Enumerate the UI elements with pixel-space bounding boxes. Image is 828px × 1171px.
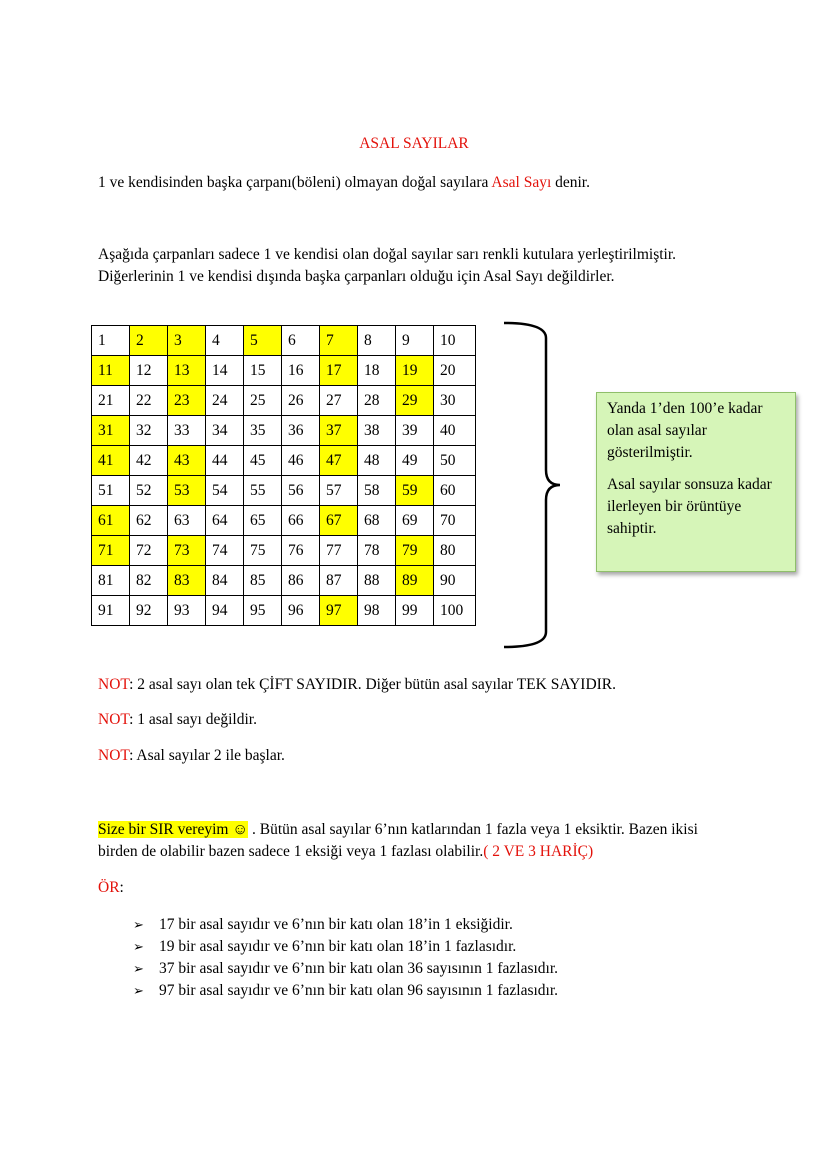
definition-after: denir. <box>551 174 590 191</box>
example-label: ÖR <box>98 879 120 896</box>
grid-cell: 40 <box>434 416 476 446</box>
grid-cell: 41 <box>92 446 130 476</box>
intro-paragraph: Aşağıda çarpanları sadece 1 ve kendisi olan doğal sayılar sarı renkli kutulara yerleştirilmiştir. Diğerlerinin 1 ve kendisi dışında başka çarpanları olduğu için Asal Sayı değildirler. <box>98 246 677 285</box>
grid-cell: 64 <box>206 506 244 536</box>
list-item <box>133 980 733 1002</box>
grid-cell: 92 <box>130 596 168 626</box>
grid-cell: 63 <box>168 506 206 536</box>
grid-cell: 1 <box>92 326 130 356</box>
grid-cell: 98 <box>358 596 396 626</box>
grid-cell: 54 <box>206 476 244 506</box>
grid-cell: 38 <box>358 416 396 446</box>
grid-cell: 25 <box>244 386 282 416</box>
grid-cell: 3 <box>168 326 206 356</box>
grid-cell: 5 <box>244 326 282 356</box>
grid-cell: 77 <box>320 536 358 566</box>
grid-cell: 99 <box>396 596 434 626</box>
grid-cell: 30 <box>434 386 476 416</box>
definition-before: 1 ve kendisinden başka çarpanı(böleni) olmayan doğal sayılara <box>98 174 492 191</box>
grid-cell: 32 <box>130 416 168 446</box>
grid-cell: 68 <box>358 506 396 536</box>
table-row <box>92 446 476 476</box>
grid-cell: 19 <box>396 356 434 386</box>
note-text: : Asal sayılar 2 ile başlar. <box>129 747 285 764</box>
secret-exception: ( 2 VE 3 HARİÇ) <box>483 843 594 860</box>
list-item <box>133 958 733 980</box>
grid-cell: 74 <box>206 536 244 566</box>
grid-cell: 82 <box>130 566 168 596</box>
secret-text: . Bütün asal sayılar 6’nın katlarından 1 fazla veya 1 eksiktir. Bazen ikisi birden de olabilir bazen sadece 1 eksiği veya 1 fazlası olabilir. <box>98 821 698 860</box>
grid-cell: 48 <box>358 446 396 476</box>
grid-cell: 50 <box>434 446 476 476</box>
grid-cell: 20 <box>434 356 476 386</box>
note-label: NOT <box>98 711 130 728</box>
grid-cell: 46 <box>282 446 320 476</box>
table-row <box>92 536 476 566</box>
grid-cell: 44 <box>206 446 244 476</box>
grid-cell: 26 <box>282 386 320 416</box>
note-text: : 2 asal sayı olan tek ÇİFT SAYIDIR. Diğer bütün asal sayılar TEK SAYIDIR. <box>129 676 617 693</box>
arrow-bullet-icon: ➢ <box>133 917 144 932</box>
grid-cell: 65 <box>244 506 282 536</box>
grid-cell: 37 <box>320 416 358 446</box>
grid-cell: 53 <box>168 476 206 506</box>
grid-cell: 27 <box>320 386 358 416</box>
grid-cell: 70 <box>434 506 476 536</box>
table-row <box>92 566 476 596</box>
grid-cell: 43 <box>168 446 206 476</box>
prime-grid <box>91 325 476 626</box>
grid-cell: 51 <box>92 476 130 506</box>
table-row <box>92 476 476 506</box>
grid-cell: 91 <box>92 596 130 626</box>
grid-cell: 23 <box>168 386 206 416</box>
arrow-bullet-icon: ➢ <box>133 983 144 998</box>
grid-cell: 11 <box>92 356 130 386</box>
note-2 <box>98 709 738 731</box>
grid-cell: 61 <box>92 506 130 536</box>
grid-cell: 36 <box>282 416 320 446</box>
grid-cell: 12 <box>130 356 168 386</box>
grid-cell: 66 <box>282 506 320 536</box>
grid-cell: 72 <box>130 536 168 566</box>
grid-cell: 28 <box>358 386 396 416</box>
arrow-bullet-icon: ➢ <box>133 939 144 954</box>
grid-cell: 85 <box>244 566 282 596</box>
grid-cell: 100 <box>434 596 476 626</box>
grid-cell: 84 <box>206 566 244 596</box>
grid-cell: 78 <box>358 536 396 566</box>
example-list <box>133 914 733 1002</box>
grid-cell: 13 <box>168 356 206 386</box>
grid-cell: 52 <box>130 476 168 506</box>
note-1 <box>98 674 738 696</box>
grid-cell: 31 <box>92 416 130 446</box>
grid-cell: 96 <box>282 596 320 626</box>
grid-cell: 33 <box>168 416 206 446</box>
grid-cell: 34 <box>206 416 244 446</box>
grid-cell: 89 <box>396 566 434 596</box>
grid-cell: 8 <box>358 326 396 356</box>
grid-cell: 55 <box>244 476 282 506</box>
grid-cell: 45 <box>244 446 282 476</box>
list-item <box>133 936 733 958</box>
example-text: 97 bir asal sayıdır ve 6’nın bir katı olan 96 sayısının 1 fazlasıdır. <box>159 982 559 999</box>
note-label: NOT <box>98 747 130 764</box>
side-note-line-1: Yanda 1’den 100’e kadar olan asal sayılar gösterilmiştir. <box>607 400 763 461</box>
example-heading <box>98 877 738 899</box>
side-note-box <box>596 392 796 572</box>
grid-cell: 49 <box>396 446 434 476</box>
grid-cell: 57 <box>320 476 358 506</box>
grid-cell: 42 <box>130 446 168 476</box>
grid-cell: 9 <box>396 326 434 356</box>
grid-cell: 24 <box>206 386 244 416</box>
grid-cell: 14 <box>206 356 244 386</box>
example-colon: : <box>119 879 124 896</box>
grid-cell: 10 <box>434 326 476 356</box>
grid-cell: 62 <box>130 506 168 536</box>
grid-cell: 39 <box>396 416 434 446</box>
grid-cell: 16 <box>282 356 320 386</box>
note-label: NOT <box>98 676 130 693</box>
grid-cell: 2 <box>130 326 168 356</box>
grid-cell: 4 <box>206 326 244 356</box>
grid-cell: 67 <box>320 506 358 536</box>
table-row <box>92 326 476 356</box>
grid-cell: 80 <box>434 536 476 566</box>
table-row <box>92 506 476 536</box>
example-text: 37 bir asal sayıdır ve 6’nın bir katı olan 36 sayısının 1 fazlasıdır. <box>159 960 559 977</box>
grid-cell: 94 <box>206 596 244 626</box>
note-text: : 1 asal sayı değildir. <box>129 711 257 728</box>
grid-cell: 88 <box>358 566 396 596</box>
secret-highlight: Size bir SIR vereyim ☺ <box>98 821 249 838</box>
grid-cell: 71 <box>92 536 130 566</box>
side-note-line-2: Asal sayılar sonsuza kadar ilerleyen bir örüntüye sahiptir. <box>607 476 772 537</box>
grid-cell: 18 <box>358 356 396 386</box>
secret-paragraph <box>98 819 738 863</box>
table-row <box>92 596 476 626</box>
grid-cell: 76 <box>282 536 320 566</box>
grid-cell: 81 <box>92 566 130 596</box>
grid-cell: 69 <box>396 506 434 536</box>
grid-cell: 60 <box>434 476 476 506</box>
grid-cell: 58 <box>358 476 396 506</box>
grid-cell: 6 <box>282 326 320 356</box>
table-row <box>92 416 476 446</box>
grid-cell: 79 <box>396 536 434 566</box>
table-row <box>92 356 476 386</box>
grid-cell: 83 <box>168 566 206 596</box>
grid-cell: 73 <box>168 536 206 566</box>
grid-cell: 29 <box>396 386 434 416</box>
grid-cell: 75 <box>244 536 282 566</box>
page-title: ASAL SAYILAR <box>359 135 469 152</box>
grid-cell: 86 <box>282 566 320 596</box>
grid-cell: 59 <box>396 476 434 506</box>
grid-cell: 97 <box>320 596 358 626</box>
list-item <box>133 914 733 936</box>
grid-cell: 47 <box>320 446 358 476</box>
grid-cell: 95 <box>244 596 282 626</box>
definition <box>98 172 738 194</box>
grid-cell: 17 <box>320 356 358 386</box>
arrow-bullet-icon: ➢ <box>133 961 144 976</box>
example-text: 19 bir asal sayıdır ve 6’nın bir katı olan 18’in 1 fazlasıdır. <box>159 938 517 955</box>
grid-cell: 93 <box>168 596 206 626</box>
grid-cell: 21 <box>92 386 130 416</box>
grid-cell: 22 <box>130 386 168 416</box>
grid-cell: 87 <box>320 566 358 596</box>
table-row <box>92 386 476 416</box>
grid-cell: 15 <box>244 356 282 386</box>
grid-cell: 90 <box>434 566 476 596</box>
note-3 <box>98 745 738 767</box>
definition-term: Asal Sayı <box>491 174 552 191</box>
grid-cell: 35 <box>244 416 282 446</box>
grid-cell: 56 <box>282 476 320 506</box>
right-brace-icon <box>500 320 560 650</box>
example-text: 17 bir asal sayıdır ve 6’nın bir katı olan 18’in 1 eksiğidir. <box>159 916 513 933</box>
grid-cell: 7 <box>320 326 358 356</box>
